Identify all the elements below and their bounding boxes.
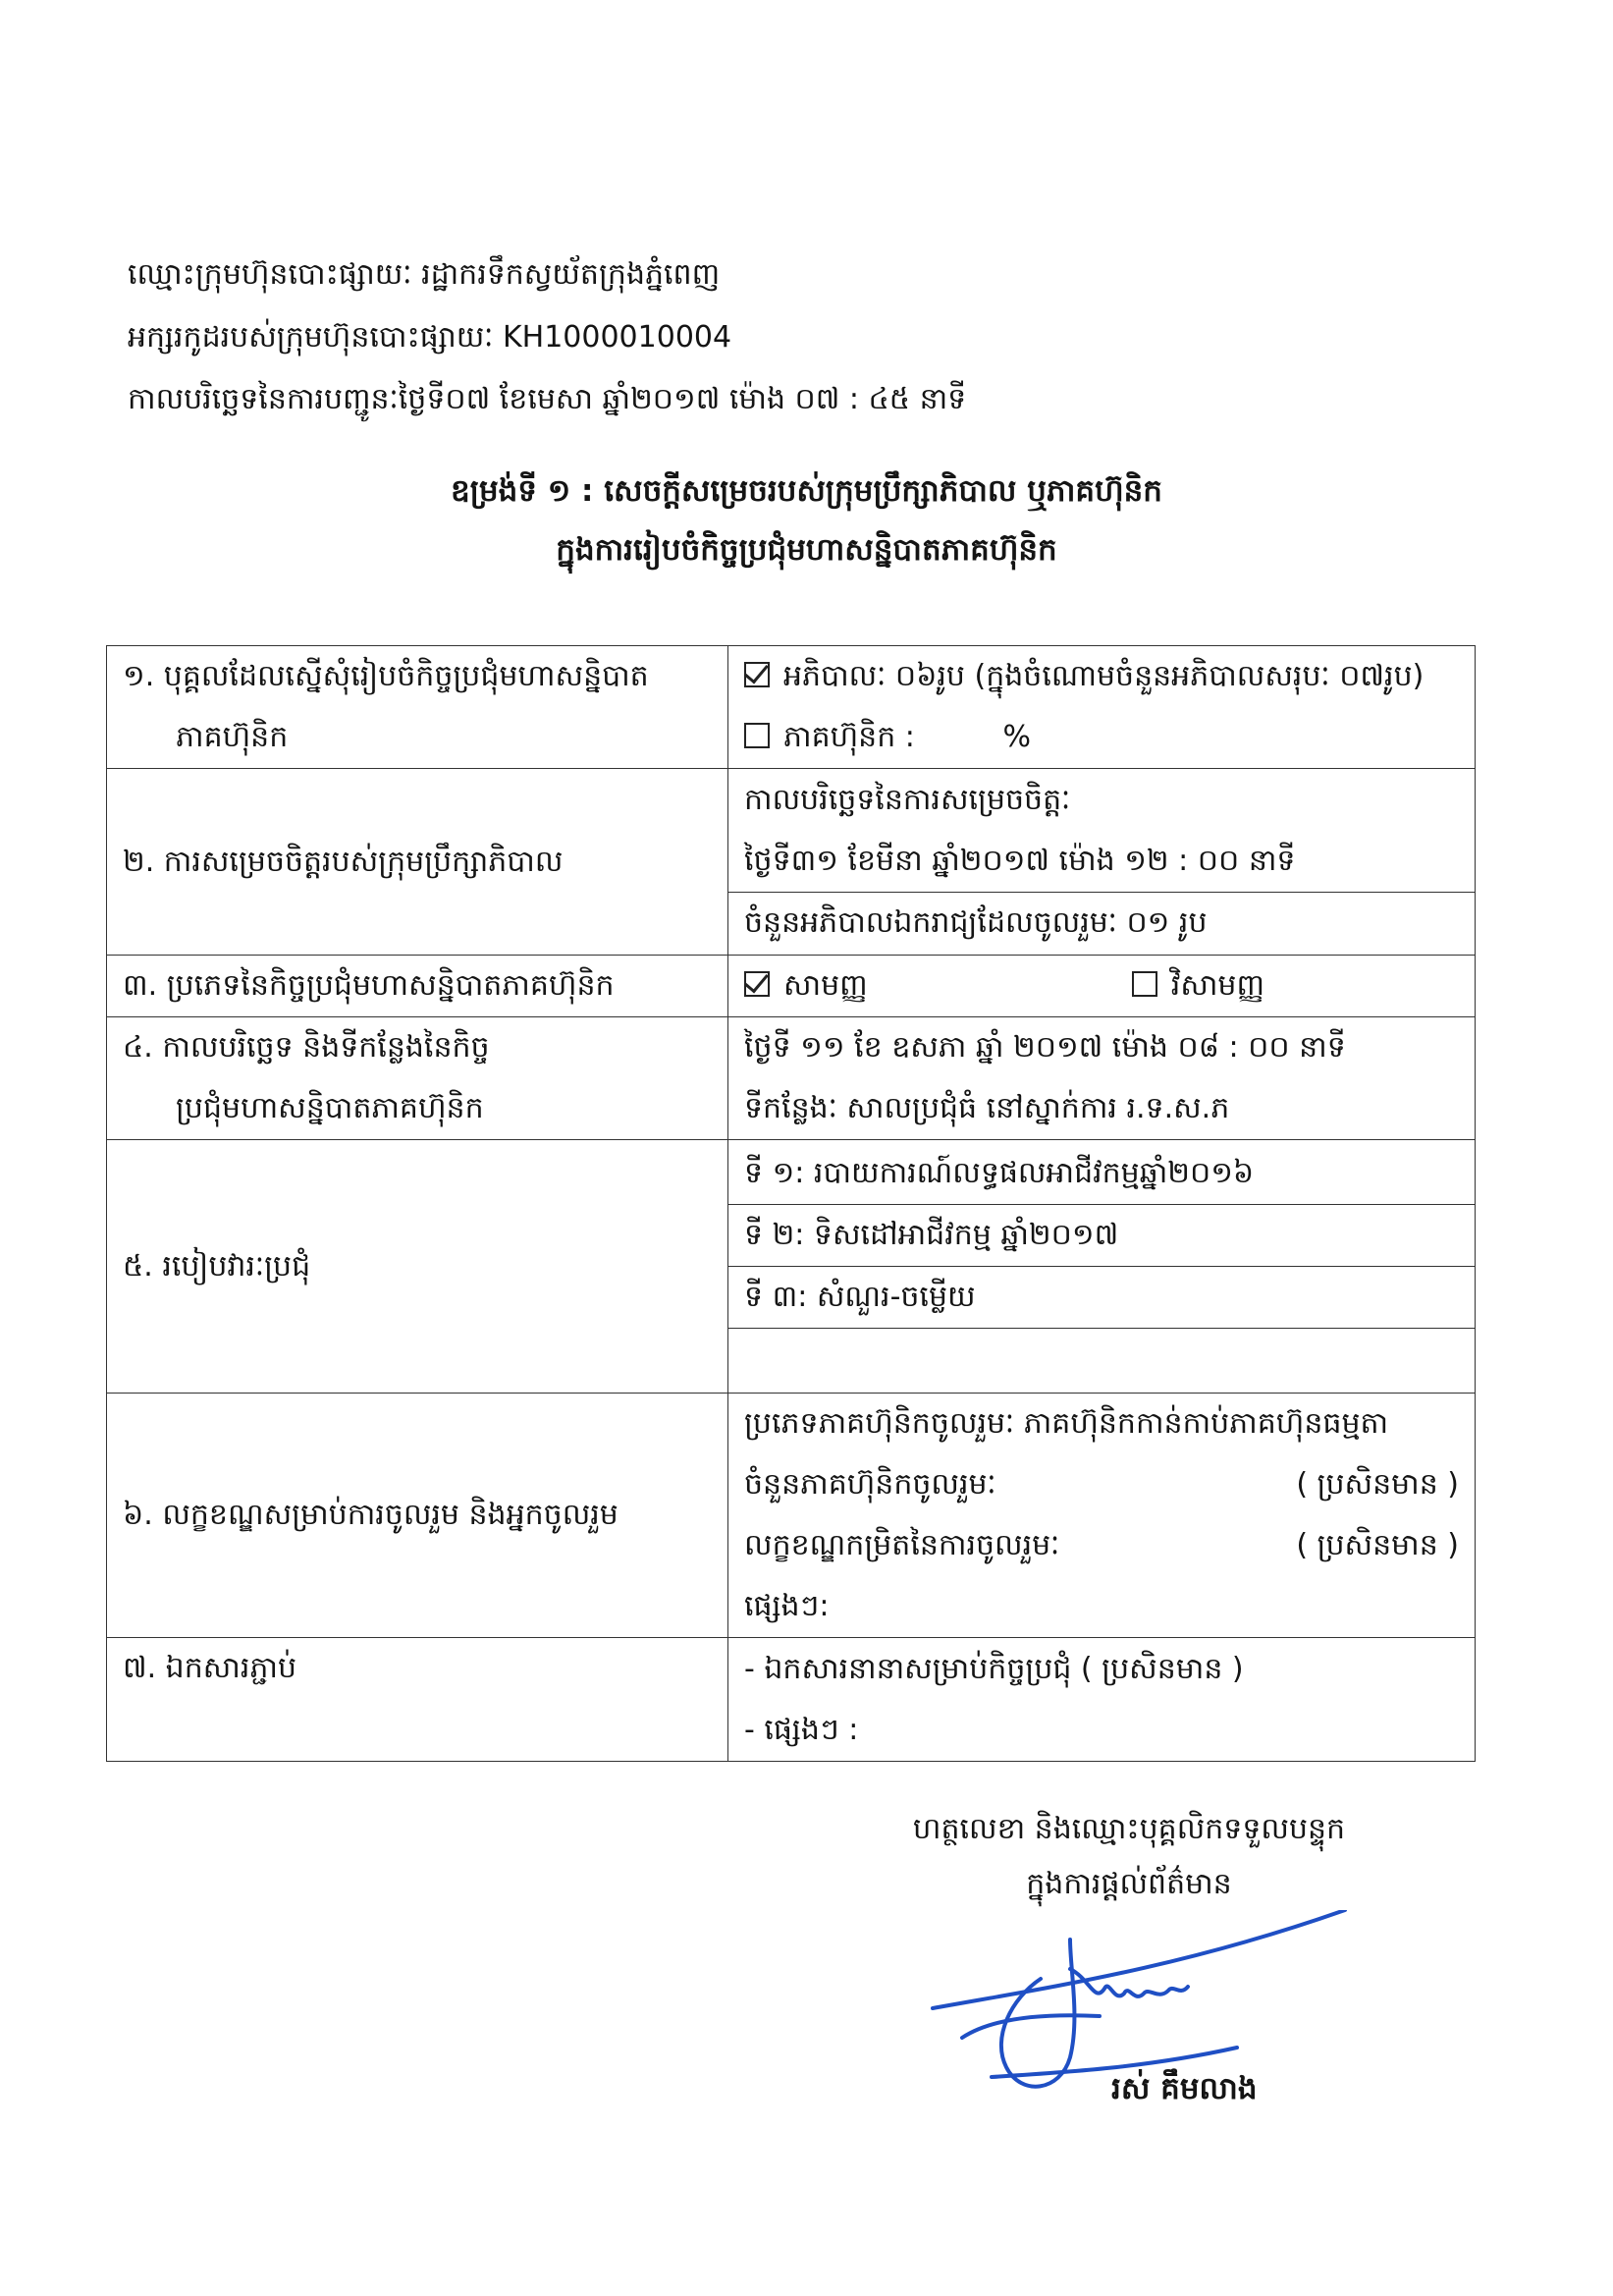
- table-row: [107, 1140, 1476, 1394]
- row6-label: ៦. លក្ខខណ្ឌសម្រាប់ការចូលរួម និងអ្នកចូលរួម: [123, 1498, 618, 1532]
- agenda-item-4: [728, 1328, 1475, 1390]
- company-name: ឈ្មោះក្រុមហ៊ុនបោះផ្សាយៈ រដ្ឋាករទឹកស្វយ័តក្រុងភ្នំពេញ: [128, 257, 721, 292]
- signature-caption: [884, 1802, 1374, 1912]
- table-row: [107, 1638, 1476, 1762]
- option-ordinary: សាមញ្ញ: [783, 968, 868, 1003]
- participant-type: ប្រភេទភាគហ៊ុនិកចូលរួមៈ ភាគហ៊ុនិកកាន់កាប់ភាគហ៊ុនធម្មតា: [744, 1406, 1389, 1441]
- percent-sign: %: [1002, 720, 1031, 754]
- signature-caption-line1: ហត្ថលេខា និងឈ្មោះបុគ្គលិកទទួលបន្ទុក: [912, 1812, 1346, 1846]
- participation-limit-note: ( ប្រសិនមាន ): [1296, 1528, 1459, 1562]
- agenda-item-2: ទី ២: ទិសដៅអាជីវកម្ម ឆ្នាំ២០១៧: [728, 1204, 1475, 1266]
- row4-label: ៤. កាលបរិច្ឆេទ និងទីកន្លែងនៃកិច្ច: [123, 1030, 490, 1065]
- meeting-type-options: [744, 956, 1459, 1016]
- agenda-item-3: ទី ៣: សំណួរ-ចម្លើយ: [728, 1266, 1475, 1328]
- checkbox-checked-icon: [744, 662, 770, 687]
- decision-date-value: ថ្ងៃទី៣១ ខែមីនា ឆ្នាំ២០១៧ ម៉ោង ១២ : ០០ នាទី: [744, 844, 1296, 878]
- row3-label: ៣. ប្រភេទនៃកិច្ចប្រជុំមហាសន្និបាតភាគហ៊ុនិក: [123, 968, 615, 1003]
- row2-label: ២. ការសម្រេចចិត្តរបស់ក្រុមប្រឹក្សាភិបាល: [123, 844, 564, 879]
- table-row: [107, 646, 1476, 769]
- signature-caption-line2: ក្នុងការផ្តល់ព័ត៌មាន: [1026, 1867, 1232, 1901]
- participant-count: ចំនួនភាគហ៊ុនិកចូលរួមៈ ( ប្រសិនមាន ): [744, 1454, 1459, 1515]
- agenda-item-1: ទី ១: របាយការណ៍លទ្ធផលអាជីវកម្មឆ្នាំ២០១៦: [744, 1156, 1255, 1190]
- participation-limit: លក្ខខណ្ឌកម្រិតនៃការចូលរួមៈ ( ប្រសិនមាន ): [744, 1515, 1459, 1576]
- checkbox-checked-icon: [744, 971, 770, 997]
- checkbox-empty-icon: [744, 723, 770, 748]
- row1-label-cont: ភាគហ៊ុនិក: [176, 720, 289, 754]
- independent-directors: ចំនួនអភិបាលឯករាជ្យដែលចូលរួមៈ ០១ រូប: [728, 892, 1475, 954]
- row5-label: ៥. របៀបវារៈប្រជុំ: [123, 1248, 311, 1284]
- decision-date-label: កាលបរិច្ឆេទនៃការសម្រេចចិត្តៈ: [744, 783, 1071, 817]
- form-title-line1: ឧម្រង់ទី ១ : សេចក្តីសម្រេចរបស់ក្រុមប្រឹក្សាភិបាល ឬភាគហ៊ុនិក: [451, 473, 1162, 509]
- option-extraordinary: វិសាមញ្ញ: [1170, 968, 1265, 1003]
- option-shareholder: ភាគហ៊ុនិក : %: [744, 707, 1459, 768]
- form-title-line2: ក្នុងការរៀបចំកិច្ចប្រជុំមហាសន្និបាតភាគហ៊ុនិក: [556, 532, 1057, 568]
- row4-label-cont: ប្រជុំមហាសន្និបាតភាគហ៊ុនិក: [176, 1091, 484, 1125]
- table-row: [107, 1394, 1476, 1638]
- attached-docs: - ឯកសារនានាសម្រាប់កិច្ចប្រជុំ ( ប្រសិនមាន ): [744, 1651, 1244, 1686]
- meeting-date: ថ្ងៃទី ១១ ខែ ឧសភា ឆ្នាំ ២០១៧ ម៉ោង ០៨ : ០០ នាទី: [744, 1030, 1346, 1065]
- table-row: [107, 1017, 1476, 1140]
- signatory-name: រស់ គឹមលាង: [1111, 2071, 1258, 2106]
- meeting-venue: ទីកន្លែងៈ សាលប្រជុំធំ នៅស្នាក់ការ រ.ទ.ស.ភ: [744, 1091, 1230, 1125]
- company-code: អក្សរកូដរបស់ក្រុមហ៊ុនបោះផ្សាយៈ KH1000010004: [128, 320, 732, 355]
- meeting-info-table: [106, 645, 1476, 1762]
- table-row: [107, 956, 1476, 1017]
- option-director: អភិបាលៈ ០៦រូប (ក្នុងចំណោមចំនួនអភិបាលសរុបៈ ០៧រូប): [744, 646, 1459, 707]
- attached-other: - ផ្សេងៗ :: [744, 1712, 859, 1747]
- table-row: [107, 769, 1476, 956]
- row1-label: ១. បុគ្គលដែលស្នើសុំរៀបចំកិច្ចប្រជុំមហាសន្និបាត: [123, 659, 649, 693]
- checkbox-empty-icon: [1132, 971, 1157, 997]
- participant-count-note: ( ប្រសិនមាន ): [1296, 1467, 1459, 1502]
- row7-label: ៧. ឯកសារភ្ជាប់: [123, 1651, 296, 1685]
- participation-other: ផ្សេងៗ:: [744, 1589, 830, 1623]
- submission-date: កាលបរិច្ឆេទនៃការបញ្ជូនៈថ្ងៃទី០៧ ខែមេសា ឆ្នាំ២០១៧ ម៉ោង ០៧ : ៤៥ នាទី: [128, 382, 967, 416]
